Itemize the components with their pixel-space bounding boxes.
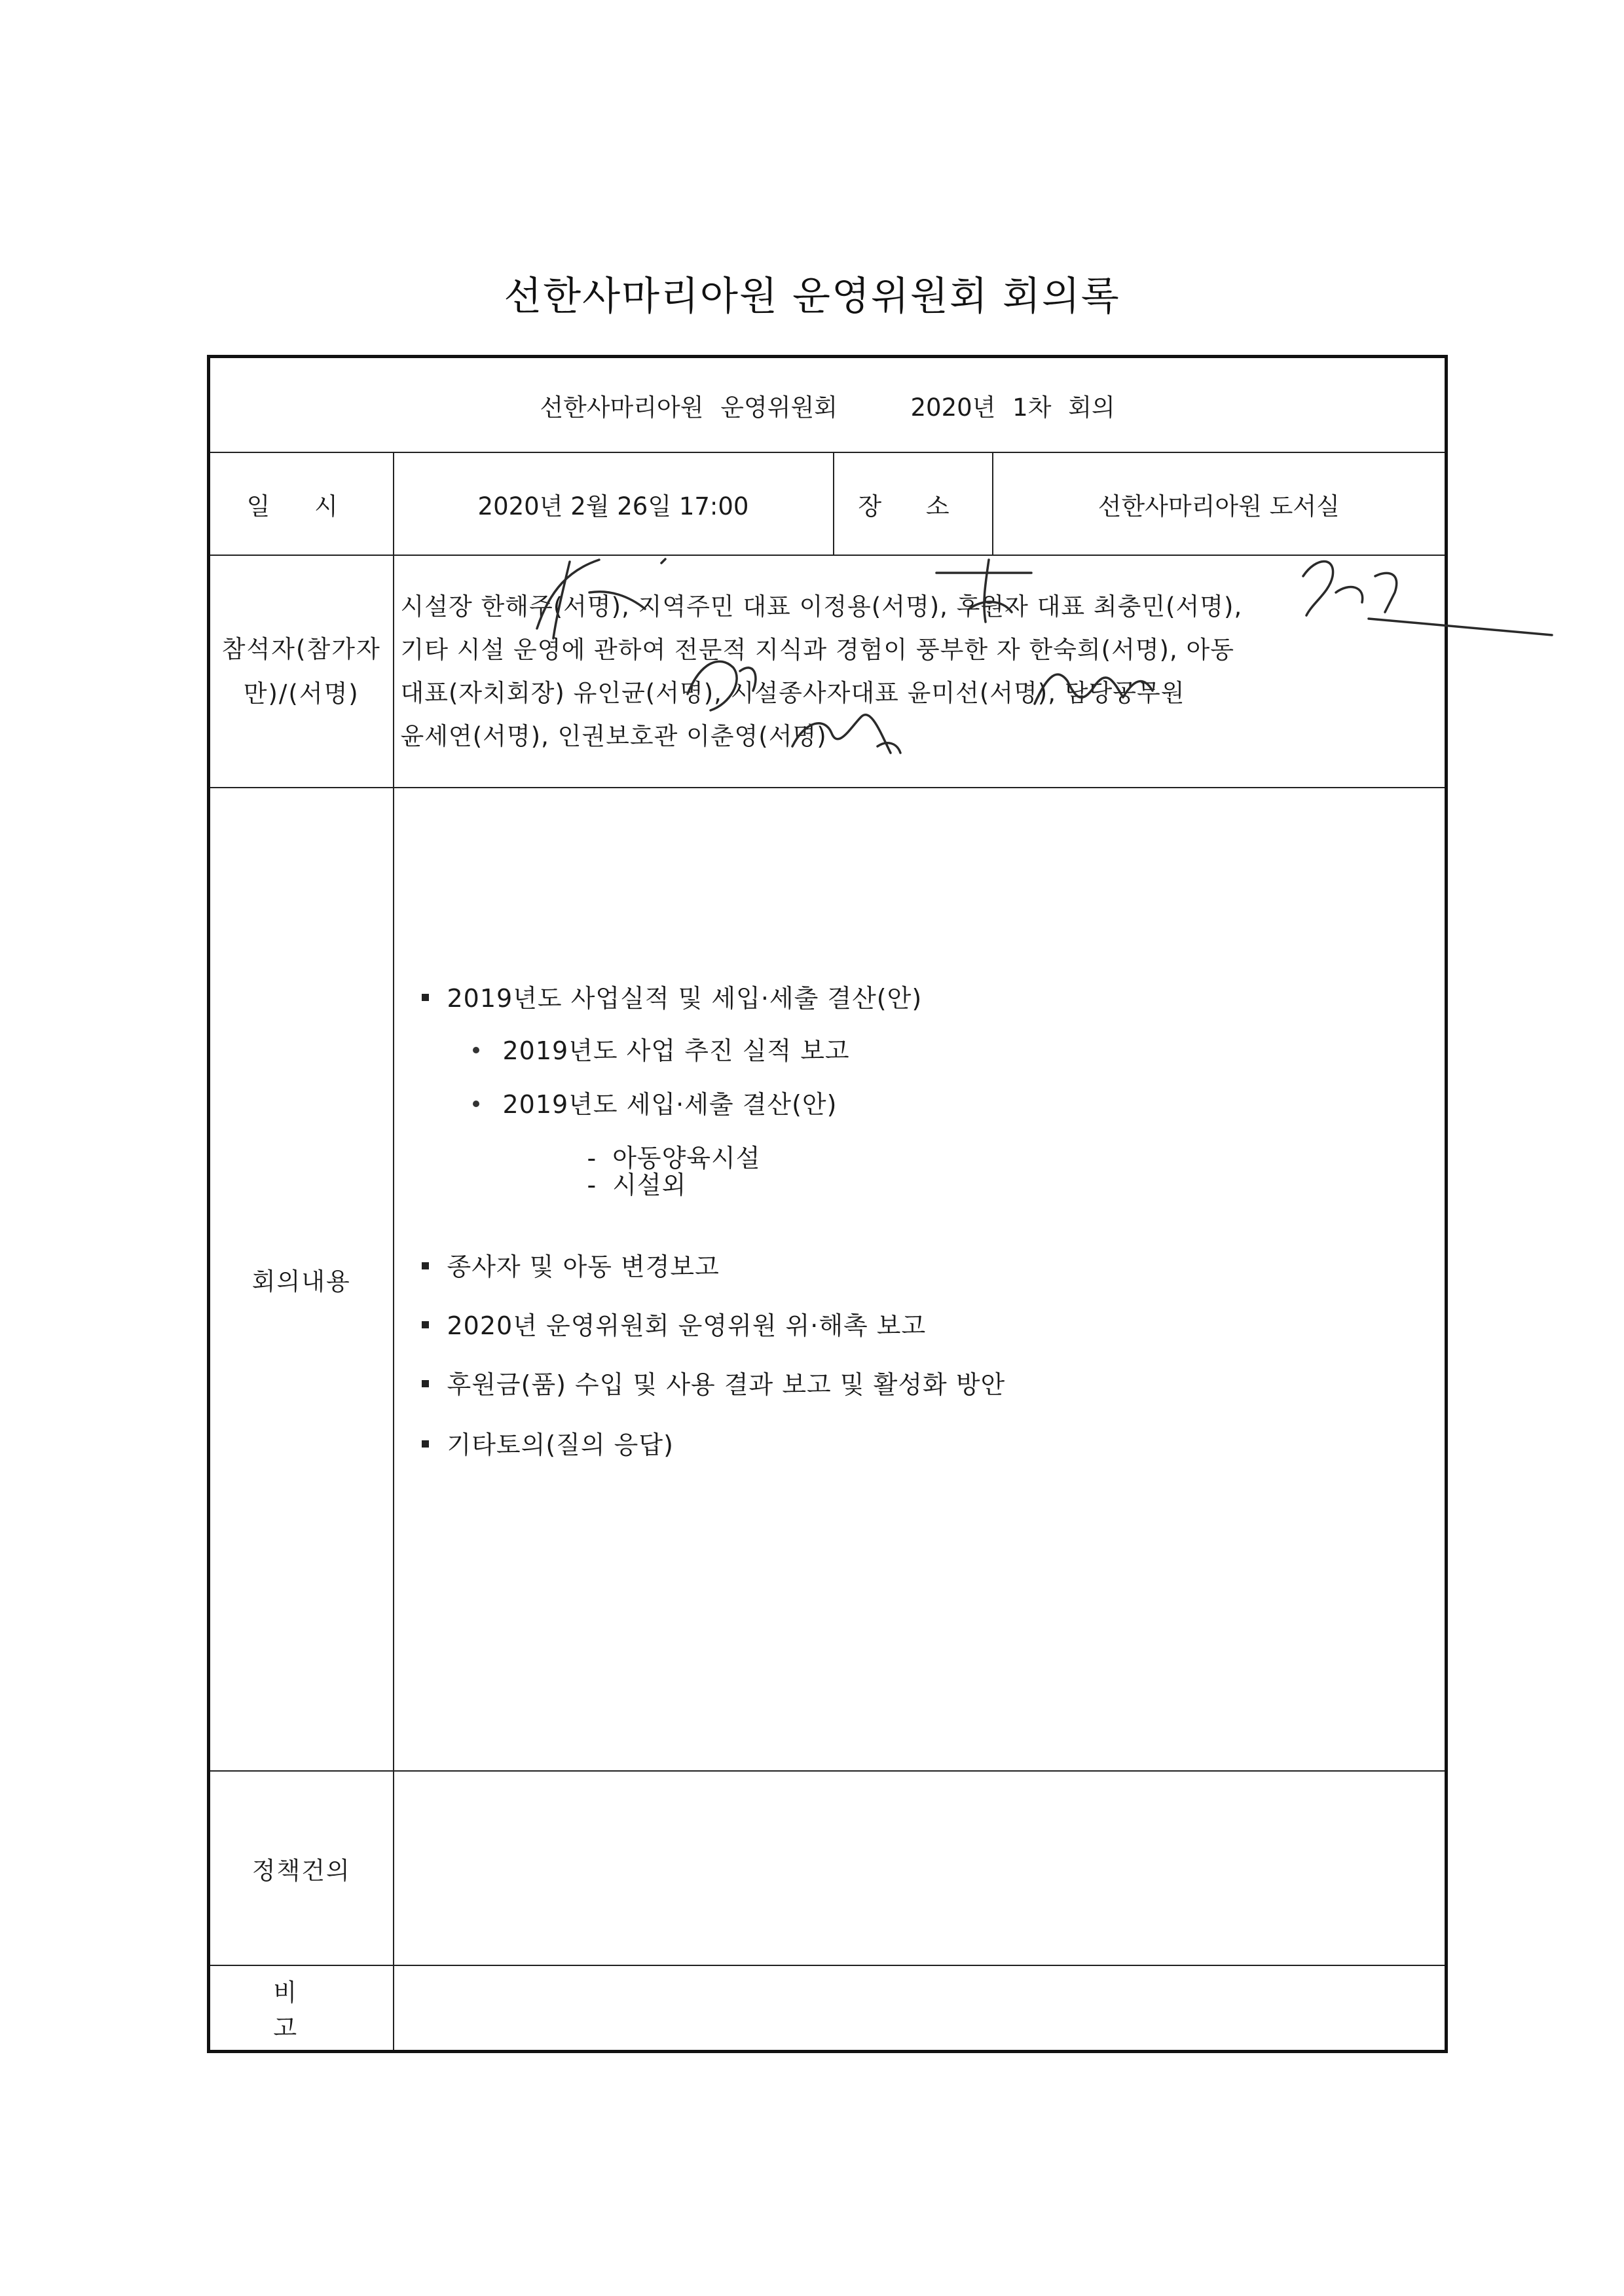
square-bullet-icon — [422, 1321, 429, 1328]
minutes-table — [207, 355, 1448, 2053]
attendees-line: 기타 시설 운영에 관하여 전문적 지식과 경험이 풍부한 자 한숙희(서명), 아동 — [400, 635, 1235, 664]
square-bullet-icon — [422, 1262, 429, 1269]
agenda-item-3: 2020년 운영위원회 운영위원 위·해촉 보고 — [422, 1305, 927, 1341]
date-label: 일 시 — [209, 452, 394, 555]
agenda-item-2: 종사자 및 아동 변경보고 — [422, 1247, 720, 1283]
agenda-subitem-2: 2019년도 세입·세출 결산(안) — [473, 1084, 838, 1120]
remarks-row — [209, 1965, 1447, 2052]
agenda-item-5: 기타토의(질의 응답) — [422, 1425, 674, 1461]
policy-row — [209, 1771, 1447, 1965]
dash-bullet-icon: - — [587, 1144, 597, 1173]
square-bullet-icon — [422, 1440, 429, 1448]
agenda-list — [394, 788, 1445, 1770]
dash-bullet-icon: - — [587, 1171, 597, 1199]
remarks-label: 비 고 — [209, 1965, 394, 2052]
attendees-line: 시설장 한해주(서명), 지역주민 대표 이정용(서명), 후원자 대표 최충민(서명), — [400, 592, 1243, 621]
content-label: 회의내용 — [209, 788, 394, 1771]
document-title: 선한사마리아원 운영위원회 회의록 — [504, 274, 1120, 319]
policy-label: 정책건의 — [209, 1771, 394, 1965]
remarks-value — [394, 1965, 1447, 2052]
date-place-row — [209, 452, 1447, 555]
meeting-name: 선한사마리아원 운영위원회 — [540, 393, 838, 422]
attendees-line: 윤세연(서명), 인권보호관 이춘영(서명) — [400, 721, 827, 750]
square-bullet-icon — [422, 994, 429, 1001]
place-label: 장 소 — [834, 452, 993, 555]
agenda-item-1: 2019년도 사업실적 및 세입·세출 결산(안) — [422, 978, 923, 1014]
policy-value — [394, 1771, 1447, 1965]
attendees-label-line1: 참석자(참가자 — [221, 634, 381, 663]
place-value: 선한사마리아원 도서실 — [993, 452, 1447, 555]
meeting-session: 2020년 1차 회의 — [910, 393, 1115, 422]
attendees-line: 대표(자치회장) 유인균(서명), 시설종사자대표 윤미선(서명), 담당공무원 — [400, 678, 1185, 707]
agenda-subsubitem-1: - 아동양육시설 — [587, 1144, 761, 1173]
attendees-row — [209, 555, 1447, 788]
attendees-label-line2: 만)/(서명) — [243, 679, 360, 708]
square-bullet-icon — [422, 1380, 429, 1387]
meeting-title-cell — [209, 357, 1447, 453]
content-value — [394, 788, 1447, 1771]
agenda-subitem-1: 2019년도 사업 추진 실적 보고 — [473, 1030, 850, 1066]
agenda-subsubitem-2: - 시설외 — [587, 1171, 687, 1199]
meeting-row — [209, 357, 1447, 453]
dot-bullet-icon — [473, 1047, 479, 1053]
date-value: 2020년 2월 26일 17:00 — [394, 452, 834, 555]
agenda-item-4: 후원금(품) 수입 및 사용 결과 보고 및 활성화 방안 — [422, 1364, 1006, 1400]
attendees-value — [394, 555, 1447, 788]
dot-bullet-icon — [473, 1101, 479, 1107]
content-row — [209, 788, 1447, 1771]
attendees-label — [209, 555, 394, 788]
